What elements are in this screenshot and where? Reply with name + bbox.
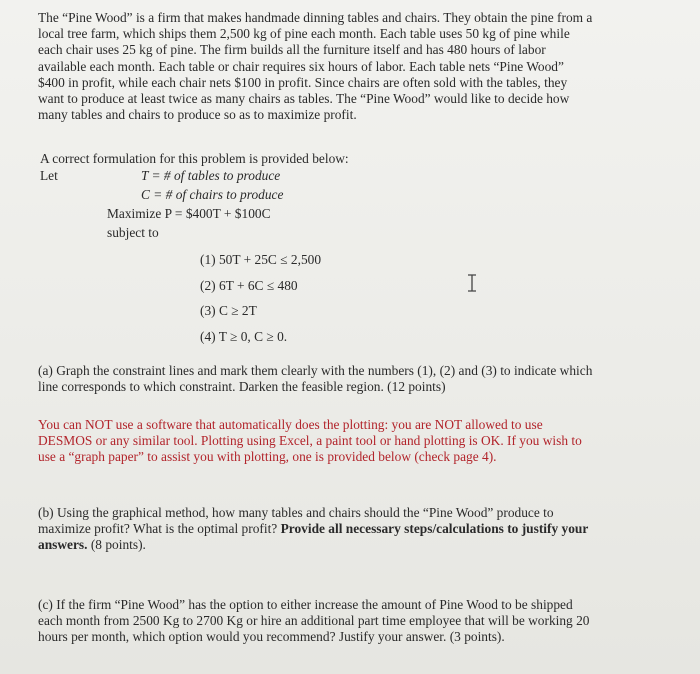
part-c-line: each month from 2500 Kg to 2700 Kg or hire an additional part time employee that will be working 20 — [38, 613, 590, 629]
intro-line: available each month. Each table or chair requires six hours of labor. Each table nets “Pine Wood” — [38, 58, 564, 74]
part-b-question — [38, 505, 658, 554]
part-a-line: line corresponds to which constraint. Darken the feasible region. (12 points) — [38, 379, 446, 395]
intro-line: local tree farm, which ships them 2,500 kg of pine each month. Each table uses 50 kg of pine while — [38, 26, 570, 42]
subject-to-label: subject to — [107, 225, 159, 240]
problem-statement — [38, 10, 658, 123]
let-label: Let — [40, 168, 58, 183]
part-b-points: (8 points). — [87, 537, 146, 553]
part-b-line — [38, 521, 658, 537]
constraint-1: (1) 50T + 25C ≤ 2,500 — [200, 252, 322, 267]
warning-line: DESMOS or any similar tool. Plotting using Excel, a paint tool or hand plotting is OK. If you wish to — [38, 433, 582, 449]
plotting-warning — [38, 417, 658, 466]
constraint-4: (4) T ≥ 0, C ≥ 0. — [200, 329, 288, 344]
constraint-2: (2) 6T + 6C ≤ 480 — [200, 278, 298, 293]
part-b-text: maximize profit? What is the optimal profit? — [38, 521, 281, 537]
text-cursor-icon — [466, 274, 478, 292]
part-c-line: hours per month, which option would you recommend? Justify your answer. (3 points). — [38, 629, 505, 645]
intro-line: each chair uses 25 kg of pine. The firm builds all the furniture itself and has 480 hours of labor — [38, 42, 546, 58]
part-c-question — [38, 597, 658, 646]
variable-definition-C: C = # of chairs to produce — [141, 187, 284, 202]
part-a-line: (a) Graph the constraint lines and mark them clearly with the numbers (1), (2) and (3) to indicate which — [38, 363, 593, 378]
intro-line: The “Pine Wood” is a firm that makes handmade dinning tables and chairs. They obtain the pine from a — [38, 10, 593, 25]
part-c-line: (c) If the firm “Pine Wood” has the option to either increase the amount of Pine Wood to be shipped — [38, 597, 573, 612]
intro-line: $400 in profit, while each chair nets $100 in profit. Since chairs are often sold with the tables, they — [38, 74, 568, 90]
warning-line: use a “graph paper” to assist you with plotting, one is provided below (check page 4). — [38, 449, 497, 465]
variable-definition-T: T = # of tables to produce — [141, 168, 281, 183]
part-b-emphasis: answers. — [38, 537, 88, 553]
part-b-line — [38, 537, 658, 553]
objective-function: Maximize P = $400T + $100C — [107, 206, 271, 221]
intro-line: want to produce at least twice as many chairs as tables. The “Pine Wood” would like to decide how — [38, 91, 570, 107]
warning-line: You can NOT use a software that automatically does the plotting: you are NOT allowed to use — [38, 417, 543, 432]
constraint-3: (3) C ≥ 2T — [200, 303, 257, 318]
part-b-emphasis: Provide all necessary steps/calculations to justify your — [280, 521, 589, 537]
part-b-line: (b) Using the graphical method, how many tables and chairs should the “Pine Wood” produce to — [38, 505, 554, 520]
formulation-heading: A correct formulation for this problem is provided below: — [40, 151, 349, 166]
intro-line: many tables and chairs to produce so as to maximize profit. — [38, 107, 357, 123]
part-a-question — [38, 363, 658, 395]
